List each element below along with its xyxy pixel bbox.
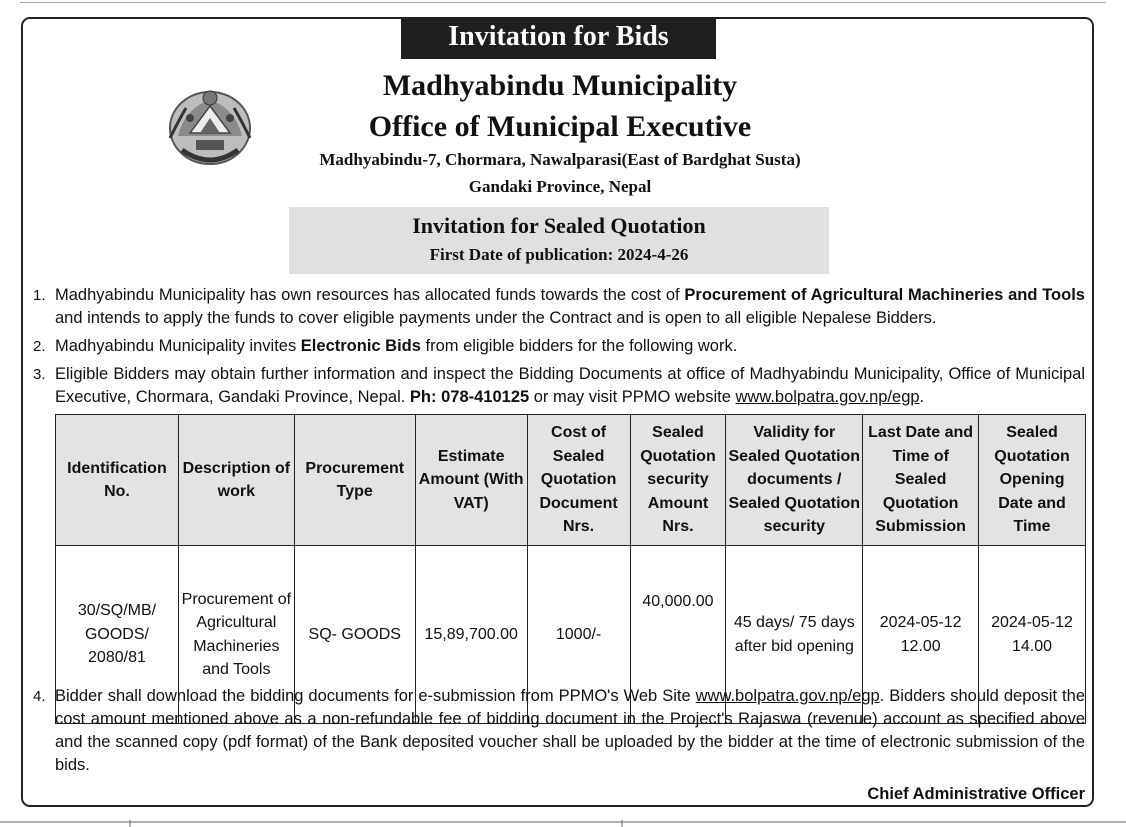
organization-name: Madhyabindu Municipality [382, 69, 738, 102]
cell-document-cost: 1000/- [527, 546, 630, 724]
paragraph-text: . Bidders should deposit the cost amount mentioned above as a non-refundable fee of bidding document in the Project's Rajaswa (revenue) account as specified above and the scanned copy (pdf format) of the Bank deposited voucher shall be uploaded by the bidder at the time of electronic submission of the bids. [55, 687, 1085, 774]
paragraph-4 [33, 685, 1085, 777]
paragraph-1 [33, 284, 1085, 330]
cell-estimate-amount: 15,89,700.00 [415, 546, 527, 724]
banner-title: Invitation for Bids [401, 17, 716, 59]
paragraph-bold-text: Electronic Bids [300, 337, 421, 355]
paragraph-bold-text: Procurement of Agricultural Machineries and Tools [684, 286, 1085, 304]
cell-opening-date: 2024-05-12 14.00 [979, 546, 1086, 724]
paragraph-number: 2. [33, 338, 46, 355]
office-address: Madhyabindu-7, Chormara, Nawalparasi(East of Bardghat Susta) [319, 150, 801, 169]
header-identification-no: Identification No. [56, 415, 179, 546]
phone-number: Ph: 078-410125 [409, 388, 530, 406]
bid-details-table [55, 414, 1086, 724]
top-divider-line [20, 2, 1106, 3]
paragraph-number: 4. [33, 688, 46, 705]
paragraph-text: Eligible Bidders may obtain further information and inspect the Bidding Documents at office of Madhyabindu Municipality, Office of Municipal Executive, Chormara, Gandaki Province, Nepal. [55, 365, 1085, 406]
header-procurement-type: Procurement Type [294, 415, 415, 546]
header-document-cost: Cost of Sealed Quotation Document Nrs. [527, 415, 630, 546]
header-opening-date: Sealed Quotation Opening Date and Time [979, 415, 1086, 546]
paragraph-text: from eligible bidders for the following work. [420, 337, 738, 355]
paragraph-text: Madhyabindu Municipality invites [55, 337, 301, 355]
header-security-amount: Sealed Quotation security Amount Nrs. [630, 415, 726, 546]
header-estimate-amount: Estimate Amount (With VAT) [415, 415, 527, 546]
ppmo-website-link[interactable]: www.bolpatra.gov.np/egp [695, 687, 880, 705]
paragraph-text: and intends to apply the funds to cover eligible payments under the Contract and is open to all eligible Nepalese Bidders. [55, 309, 937, 327]
cell-validity: 45 days/ 75 days after bid opening [726, 546, 863, 724]
header-last-submission: Last Date and Time of Sealed Quotation Submission [863, 415, 979, 546]
cell-identification-no: 30/SQ/MB/ GOODS/ 2080/81 [56, 546, 179, 724]
paragraph-text: Bidder shall download the bidding documents for e-submission from PPMO's Web Site [55, 687, 696, 705]
paragraph-2 [33, 335, 1085, 358]
cell-description: Procurement of Agricultural Machineries and Tools [178, 546, 294, 724]
office-name: Office of Municipal Executive [368, 110, 752, 143]
paragraph-text: Madhyabindu Municipality has own resources has allocated funds towards the cost of [55, 286, 685, 304]
cell-procurement-type: SQ- GOODS [294, 546, 415, 724]
cell-security-amount: 40,000.00 [630, 546, 726, 724]
paragraph-text: . [919, 388, 925, 406]
quotation-title: Invitation for Sealed Quotation [412, 213, 706, 238]
table-header-row [56, 415, 1086, 546]
ppmo-website-link[interactable]: www.bolpatra.gov.np/egp [735, 388, 920, 406]
paragraph-number: 1. [33, 287, 46, 304]
office-province: Gandaki Province, Nepal [468, 177, 652, 196]
header-validity: Validity for Sealed Quotation documents / Sealed Quotation security [726, 415, 863, 546]
bottom-divider-lines [0, 820, 1126, 827]
paragraph-3 [33, 363, 1085, 409]
signature: Chief Administrative Officer [867, 785, 1085, 803]
header-description: Description of work [178, 415, 294, 546]
cell-last-submission: 2024-05-12 12.00 [863, 546, 979, 724]
publication-date: First Date of publication: 2024-4-26 [429, 245, 689, 264]
paragraph-text: or may visit PPMO website [529, 388, 736, 406]
paragraph-number: 3. [33, 366, 46, 383]
